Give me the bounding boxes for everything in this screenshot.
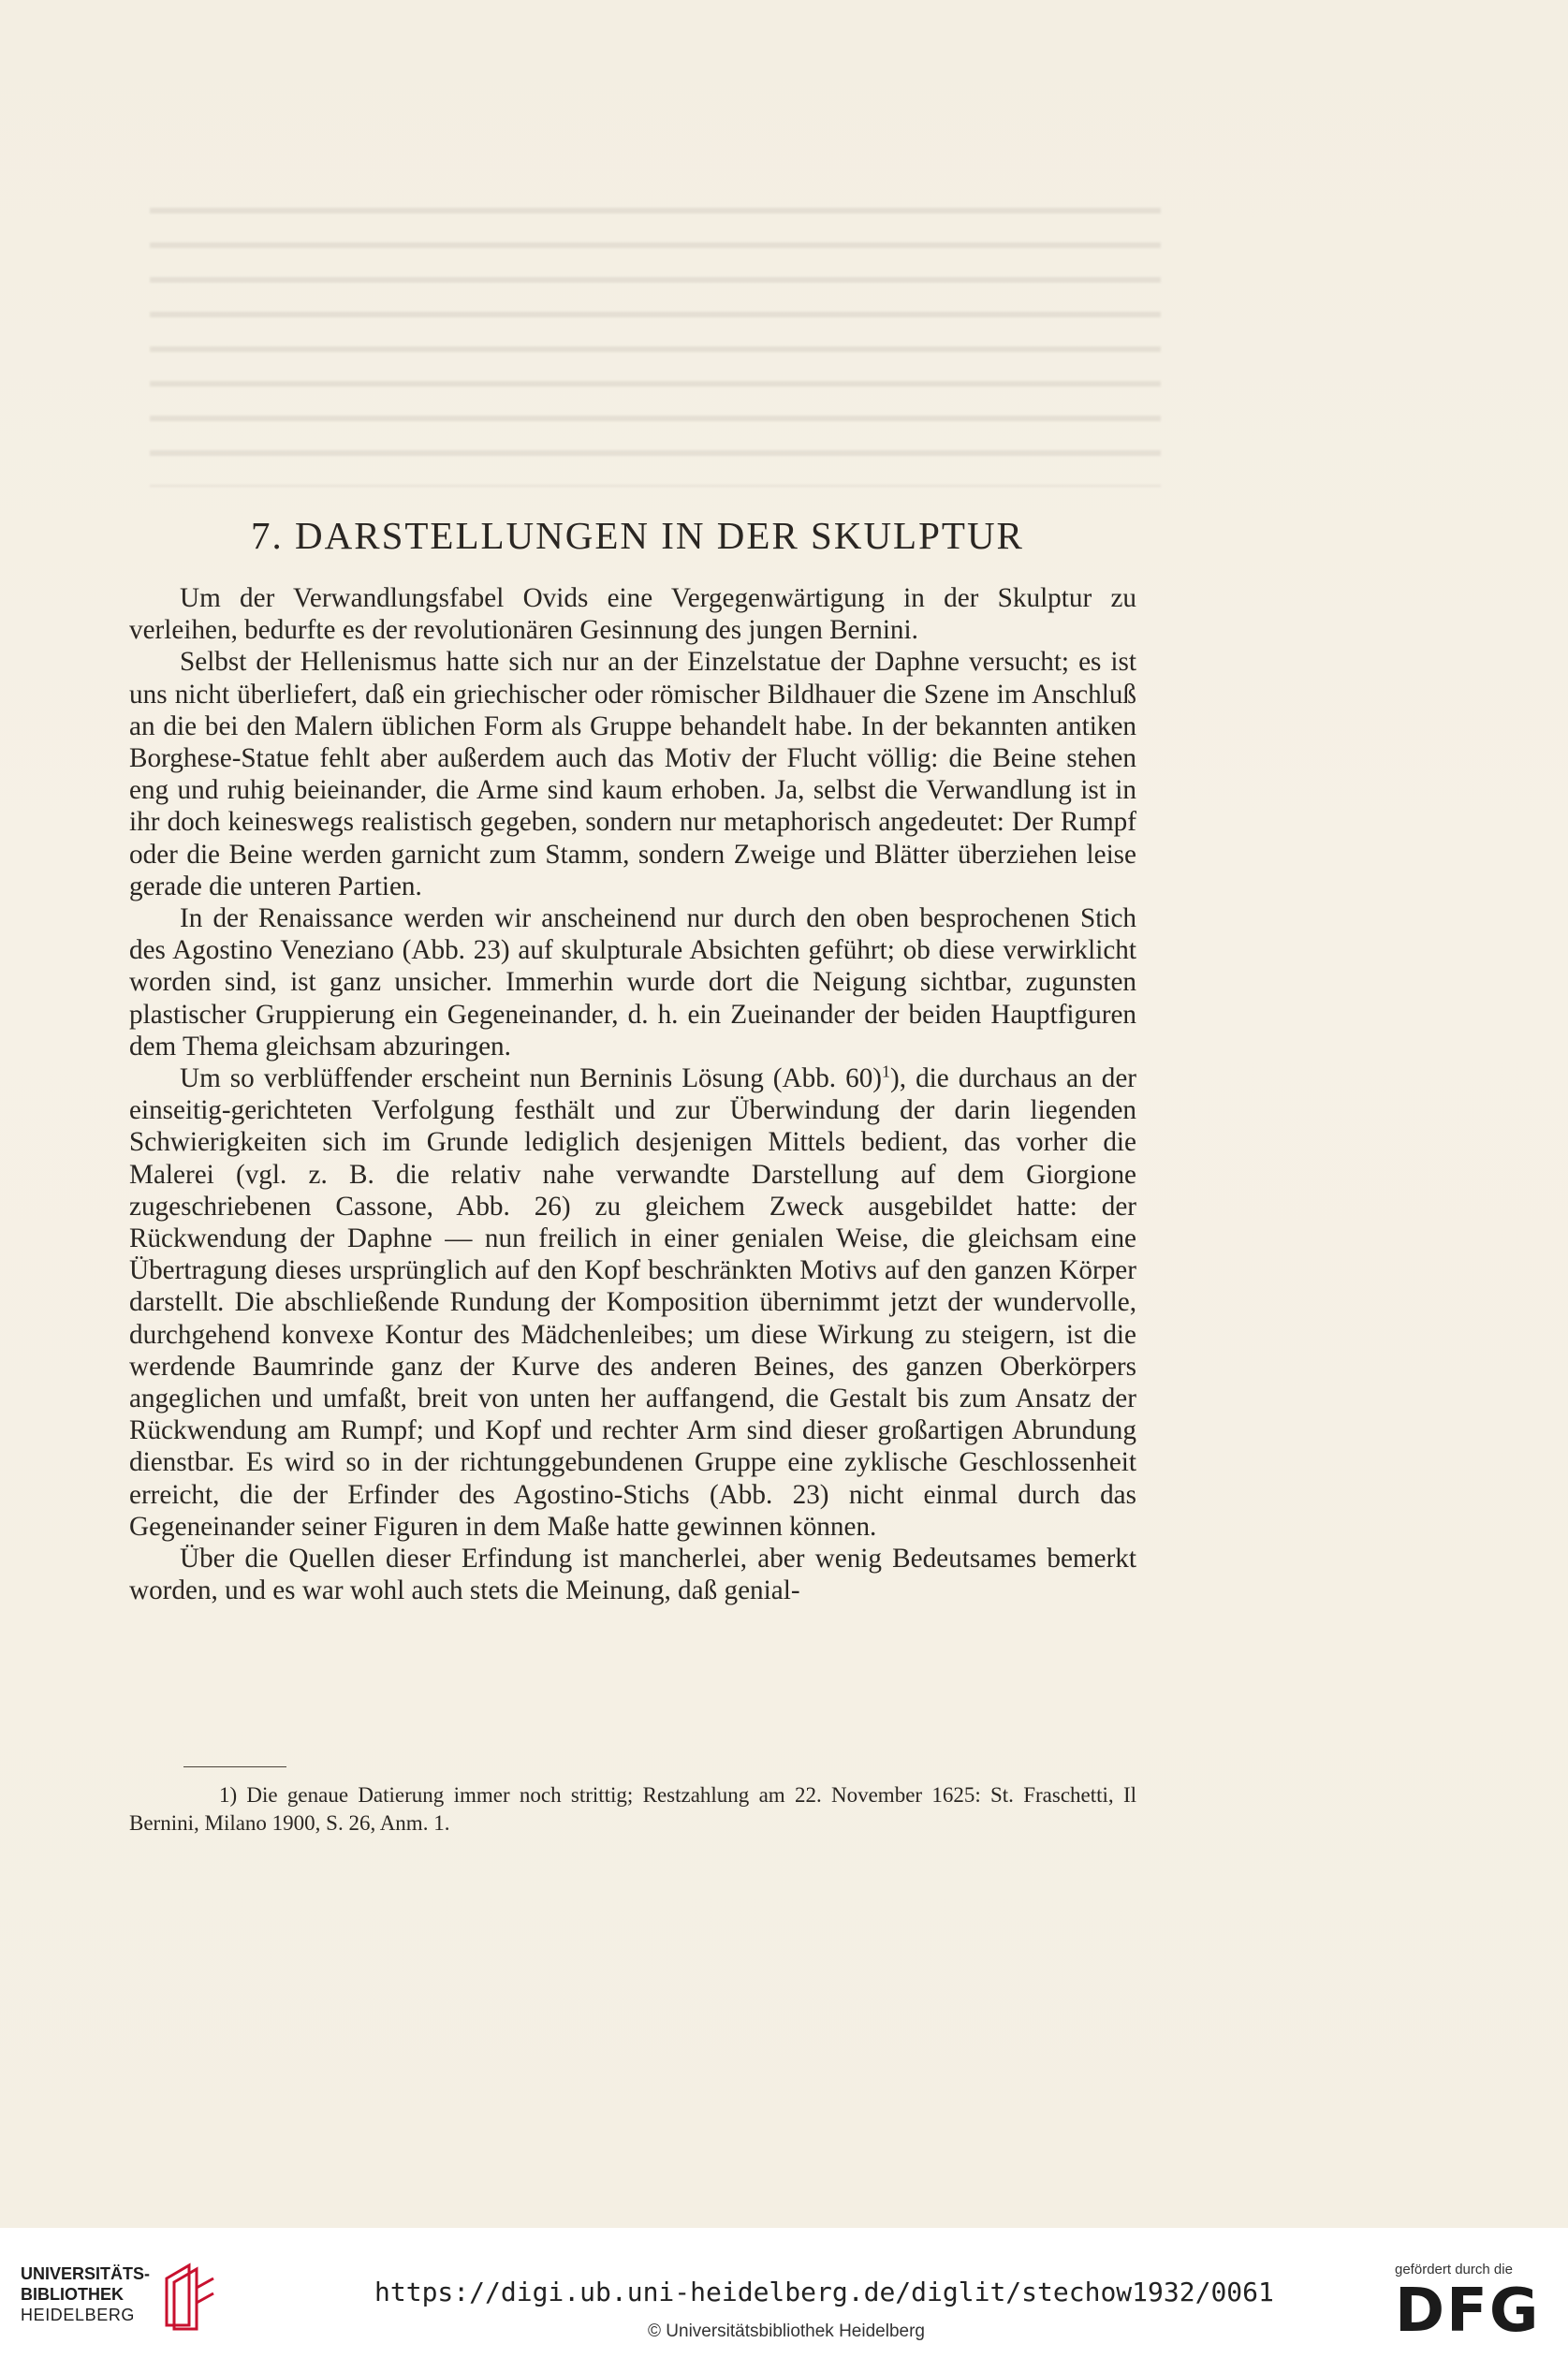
paragraph-3: In der Renaissance werden wir anscheinend nur durch den oben besprochenen Stich des Agostino Veneziano (Abb. 23) auf skulpturale Absichten geführt; ob diese verwirklicht worden sind, ist ganz unsicher. Immerhin wurde dort die Neigung sichtbar, zugunsten plastischer Gruppierung ein Gegeneinander, d. h. ein Zueinander der beiden Hauptfiguren dem Thema gleichsam abzuringen. bbox=[129, 903, 1136, 1062]
paragraph-4-start: Um so verblüffender erscheint nun Berninis Lösung (Abb. 60) bbox=[180, 1063, 883, 1094]
footnote-marker[interactable]: 1 bbox=[882, 1062, 891, 1081]
library-name-line-1: UNIVERSITÄTS- bbox=[21, 2264, 151, 2283]
paragraph-1: Um der Verwandlungsfabel Ovids eine Vergegenwärtigung in der Skulptur zu verleihen, bedurfte es der revolutionären Gesinnung des jungen Bernini. bbox=[129, 583, 1136, 646]
paragraph-4-rest: ), die durchaus an der einseitig-gerichteten Verfolgung festhält und zur Überwindung der darin liegenden Schwierigkeiten sich im Grunde lediglich desjenigen Mittels bedient, das vorher die Malerei (vgl. z. B. die relativ nahe verwandte Darstellung auf dem Giorgione zugeschriebenen Cassone, Abb. 26) zu gleichem Zweck ausgebildet hatte: der Rückwendung der Daphne — nun freilich in einer genialen Weise, die gleichsam eine Übertragung dieses ursprünglich auf den Kopf beschränkten Motivs auf den ganzen Körper darstellt. Die abschließende Rundung der Komposition übernimmt jetzt der wundervolle, durchgehend konvexe Kontur des Mädchenleibes; um diese Wirkung zu steigern, ist die werdende Baumrinde ganz der Kurve des anderen Beines, des ganzen Oberkörpers angeglichen und umfaßt, breit von unten her auffangend, die Gestalt bis zum Ansatz der Rückwendung am Rumpf; und Kopf und rechter Arm sind dieser großartigen Abrundung dienstbar. Es wird so in der richtunggebundenen Gruppe eine zyklische Geschlossenheit erreicht, die der Erfinder des Agostino-Stichs (Abb. 23) nicht einmal durch das Gegeneinander seiner Figuren in dem Maße hatte gewinnen können. bbox=[129, 1063, 1136, 1542]
library-name-line-2: BIBLIOTHEK bbox=[21, 2285, 124, 2304]
paragraph-2: Selbst der Hellenismus hatte sich nur an der Einzelstatue der Daphne versucht; es ist uns nicht überliefert, daß ein griechischer oder römischer Bildhauer die Szene im Anschluß an die bei den Malern üblichen Form als Gruppe behandelt habe. In der bekannten antiken Borghese-Statue fehlt aber außerdem auch das Motiv der Flucht völlig: die Beine stehen eng und ruhig beieinander, die Arme sind kaum erhoben. Ja, selbst die Verwandlung ist in ihr doch keineswegs realistisch gegeben, sondern nur metaphorisch angedeutet: Der Rumpf oder die Beine werden garnicht zum Stamm, sondern Zweige und Blätter überziehen leise gerade die unteren Partien. bbox=[129, 647, 1136, 901]
section-heading: 7. DARSTELLUNGEN IN DER SKULPTUR bbox=[251, 514, 1024, 557]
permalink-url[interactable]: https://digi.ub.uni-heidelberg.de/diglit/stechow1932/0061 bbox=[374, 2277, 1274, 2307]
funding-caption: gefördert durch die bbox=[1395, 2262, 1513, 2277]
footnote-text: 1) Die genaue Datierung immer noch strittig; Restzahlung am 22. November 1625: St. Fraschetti, Il Bernini, Milano 1900, S. 26, Anm. 1. bbox=[129, 1783, 1136, 1835]
dfg-logo[interactable]: DFG bbox=[1395, 2277, 1541, 2346]
show-through-text bbox=[150, 187, 1161, 487]
paragraph-4 bbox=[129, 1062, 1136, 1543]
viewer-footer bbox=[0, 2228, 1568, 2358]
footnote-divider bbox=[183, 1766, 286, 1767]
library-name-line-3: HEIDELBERG bbox=[21, 2306, 136, 2324]
footnote bbox=[129, 1781, 1136, 1838]
body-text bbox=[129, 582, 1136, 1607]
copyright-notice: © Universitätsbibliothek Heidelberg bbox=[648, 2321, 925, 2341]
library-logo-icon[interactable] bbox=[157, 2260, 217, 2331]
paragraph-5: Über die Quellen dieser Erfindung ist mancherlei, aber wenig Bedeutsames bemerkt worden, und es war wohl auch stets die Meinung, daß genial- bbox=[129, 1544, 1136, 1606]
library-logo-text[interactable] bbox=[21, 2263, 150, 2325]
